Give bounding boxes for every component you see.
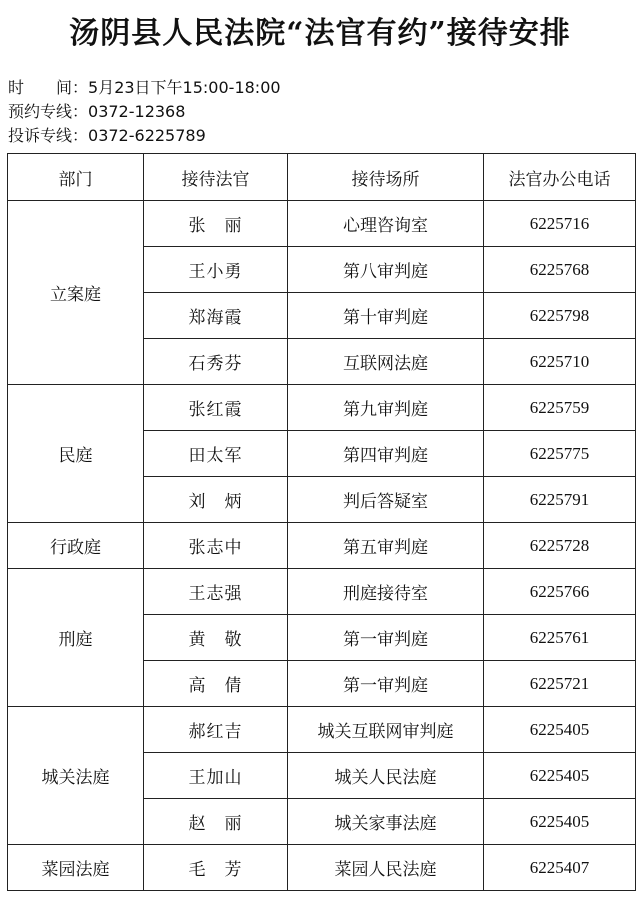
judge-cell: 田太军 xyxy=(144,431,288,477)
judge-cell: 王加山 xyxy=(144,753,288,799)
header-judge: 接待法官 xyxy=(144,154,288,201)
judge-cell: 王志强 xyxy=(144,569,288,615)
department-cell: 立案庭 xyxy=(8,201,144,385)
judge-cell: 黄 敬 xyxy=(144,615,288,661)
phone-cell: 6225721 xyxy=(484,661,636,707)
judge-cell: 张志中 xyxy=(144,523,288,569)
judge-cell: 石秀芬 xyxy=(144,339,288,385)
department-cell: 城关法庭 xyxy=(8,707,144,845)
booking-label: 预约专线： xyxy=(8,102,89,121)
judge-cell: 张红霞 xyxy=(144,385,288,431)
header-department: 部门 xyxy=(8,154,144,201)
phone-cell: 6225405 xyxy=(484,753,636,799)
venue-cell: 心理咨询室 xyxy=(288,201,484,247)
phone-cell: 6225716 xyxy=(484,201,636,247)
phone-cell: 6225405 xyxy=(484,707,636,753)
venue-cell: 第八审判庭 xyxy=(288,247,484,293)
phone-cell: 6225405 xyxy=(484,799,636,845)
department-cell: 行政庭 xyxy=(8,523,144,569)
judge-cell: 郑海霞 xyxy=(144,293,288,339)
phone-cell: 6225761 xyxy=(484,615,636,661)
judge-cell: 刘 炳 xyxy=(144,477,288,523)
department-cell: 菜园法庭 xyxy=(8,845,144,891)
venue-cell: 第五审判庭 xyxy=(288,523,484,569)
department-cell: 刑庭 xyxy=(8,569,144,707)
table-row xyxy=(8,385,636,431)
header-phone: 法官办公电话 xyxy=(484,154,636,201)
table-row xyxy=(8,569,636,615)
header-venue: 接待场所 xyxy=(288,154,484,201)
venue-cell: 判后答疑室 xyxy=(288,477,484,523)
judge-cell: 赵 丽 xyxy=(144,799,288,845)
table-header-row xyxy=(8,154,636,201)
reception-schedule-table xyxy=(7,153,636,891)
table-row xyxy=(8,201,636,247)
phone-cell: 6225775 xyxy=(484,431,636,477)
venue-cell: 第一审判庭 xyxy=(288,661,484,707)
venue-cell: 刑庭接待室 xyxy=(288,569,484,615)
booking-phone: 0372-12368 xyxy=(88,102,186,121)
page-title: 汤阴县人民法院“法官有约”接待安排 xyxy=(69,16,571,51)
judge-cell: 王小勇 xyxy=(144,247,288,293)
booking-line xyxy=(8,101,185,123)
judge-cell: 毛 芳 xyxy=(144,845,288,891)
complaint-line xyxy=(8,125,206,147)
venue-cell: 第四审判庭 xyxy=(288,431,484,477)
time-label: 时 间： xyxy=(8,78,89,97)
venue-cell: 第一审判庭 xyxy=(288,615,484,661)
department-cell: 民庭 xyxy=(8,385,144,523)
table-body xyxy=(8,201,636,891)
venue-cell: 城关互联网审判庭 xyxy=(288,707,484,753)
phone-cell: 6225759 xyxy=(484,385,636,431)
phone-cell: 6225766 xyxy=(484,569,636,615)
phone-cell: 6225791 xyxy=(484,477,636,523)
venue-cell: 城关家事法庭 xyxy=(288,799,484,845)
table-row xyxy=(8,707,636,753)
table-row xyxy=(8,845,636,891)
venue-cell: 菜园人民法庭 xyxy=(288,845,484,891)
venue-cell: 互联网法庭 xyxy=(288,339,484,385)
time-value: 5月23日下午15:00-18:00 xyxy=(88,78,281,97)
judge-cell: 张 丽 xyxy=(144,201,288,247)
phone-cell: 6225768 xyxy=(484,247,636,293)
phone-cell: 6225710 xyxy=(484,339,636,385)
venue-cell: 城关人民法庭 xyxy=(288,753,484,799)
venue-cell: 第十审判庭 xyxy=(288,293,484,339)
complaint-phone: 0372-6225789 xyxy=(88,126,206,145)
phone-cell: 6225728 xyxy=(484,523,636,569)
phone-cell: 6225407 xyxy=(484,845,636,891)
table-row xyxy=(8,523,636,569)
judge-cell: 郝红吉 xyxy=(144,707,288,753)
phone-cell: 6225798 xyxy=(484,293,636,339)
venue-cell: 第九审判庭 xyxy=(288,385,484,431)
judge-cell: 高 倩 xyxy=(144,661,288,707)
reception-time xyxy=(8,77,281,99)
complaint-label: 投诉专线： xyxy=(8,126,89,145)
